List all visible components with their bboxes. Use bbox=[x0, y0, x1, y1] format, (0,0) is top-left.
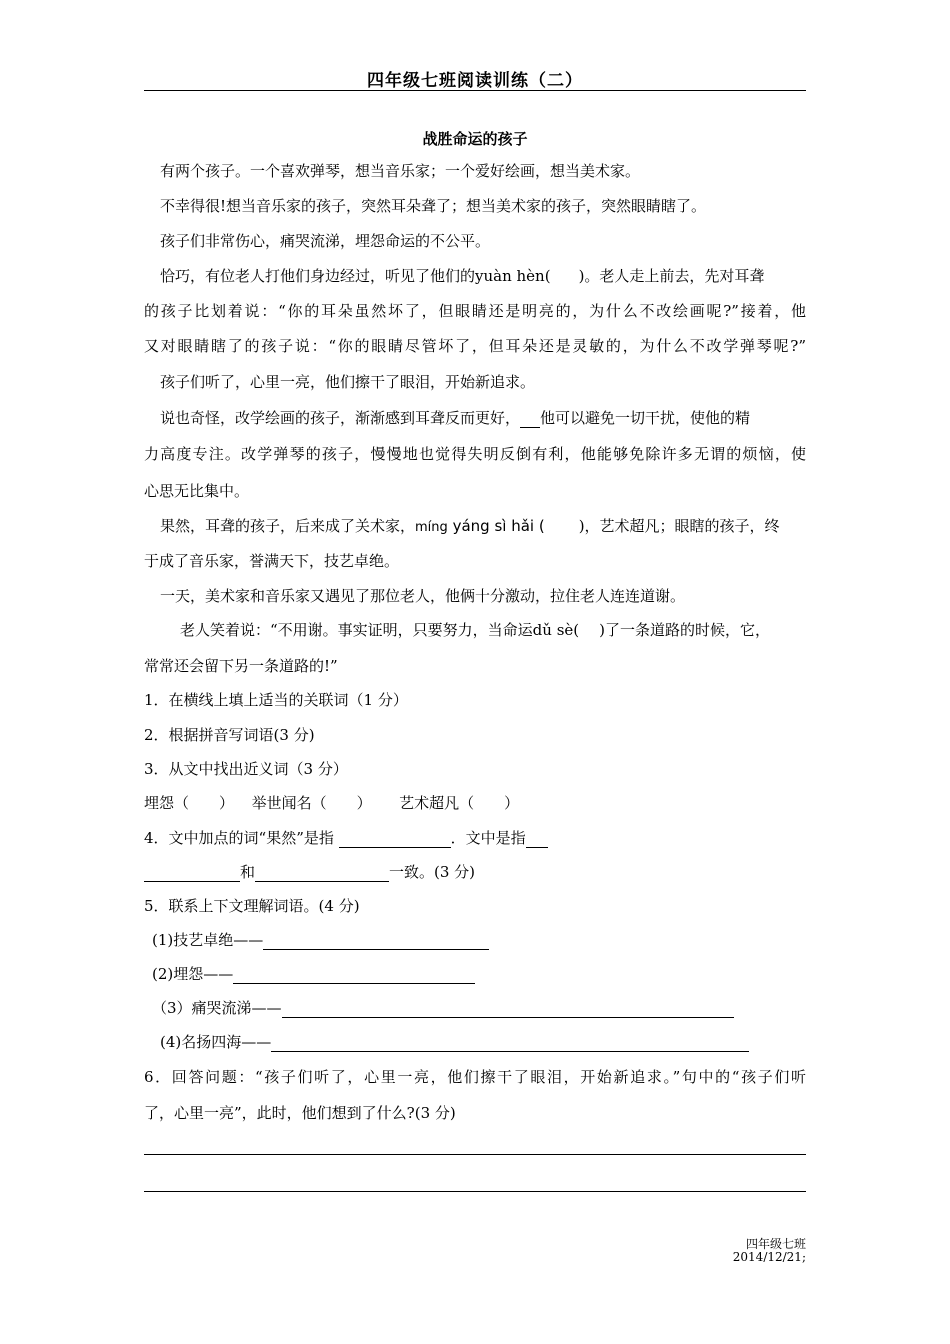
header-title: 四年级七班阅读训练（二） bbox=[367, 71, 583, 91]
story-paragraph-5: 孩子们听了，心里一亮，他们擦干了眼泪，开始新追求。 bbox=[160, 373, 536, 391]
answer-blank[interactable] bbox=[526, 831, 548, 848]
story-paragraph-7-line-2: 于成了音乐家，誉满天下，技艺卓绝。 bbox=[144, 552, 400, 570]
story-text: 说也奇怪，改学绘画的孩子，渐渐感到耳聋反而更好， bbox=[160, 409, 521, 427]
question-1: 1．在横线上填上适当的关联词（1 分） bbox=[144, 691, 408, 709]
question-text: 一致。(3 分) bbox=[389, 863, 476, 881]
pinyin-prompt: dǔ sè( bbox=[532, 621, 580, 639]
synonym-item-2[interactable]: 举世闻名（ ） bbox=[251, 794, 372, 812]
answer-line-1[interactable] bbox=[144, 1154, 806, 1155]
story-title: 战胜命运的孩子 bbox=[422, 130, 528, 148]
question-5-item-2 bbox=[152, 964, 475, 984]
question-6-line-1: 6．回答问题：“孩子们听了，心里一亮，他们擦干了眼泪，开始新追求。”句中的“孩子们听 bbox=[144, 1068, 806, 1086]
story-paragraph-4-line-3: 又对眼睛瞎了的孩子说：“你的眼睛尽管坏了，但耳朵还是灵敏的，为什么不改学弹琴呢?” bbox=[144, 337, 806, 355]
footer-date: 2014/12/21; bbox=[732, 1250, 806, 1264]
synonym-item-1[interactable]: 埋怨（ ） bbox=[144, 794, 235, 812]
question-3-items bbox=[144, 793, 519, 813]
pinyin-prompt: míng bbox=[415, 520, 448, 535]
story-paragraph-6-line-1 bbox=[160, 408, 750, 428]
story-paragraph-8: 一天，美术家和音乐家又遇见了那位老人，他俩十分激动，拉住老人连连道谢。 bbox=[160, 587, 686, 605]
story-text: )。老人走上前去，先对耳聋 bbox=[578, 267, 765, 285]
story-paragraph-7-line-1 bbox=[160, 516, 780, 538]
question-text: (4)名扬四海—— bbox=[160, 1033, 272, 1051]
question-5-item-4 bbox=[160, 1032, 749, 1052]
story-text: )，艺术超凡；眼瞎的孩子，终 bbox=[578, 517, 780, 535]
question-text: ．文中是指 bbox=[450, 829, 526, 847]
answer-blank[interactable] bbox=[282, 1001, 734, 1018]
story-paragraph-3: 孩子们非常伤心，痛哭流涕，埋怨命运的不公平。 bbox=[160, 232, 491, 250]
story-paragraph-6-line-3: 心思无比集中。 bbox=[144, 482, 250, 500]
question-3: 3．从文中找出近义词（3 分） bbox=[144, 760, 348, 778]
question-4-line-1 bbox=[144, 828, 548, 848]
question-text: (2)埋怨—— bbox=[152, 965, 234, 983]
story-paragraph-6-line-2: 力高度专注。改学弹琴的孩子，慢慢地也觉得失明反倒有利，他能够免除许多无谓的烦恼，使 bbox=[144, 445, 806, 463]
question-text: (1)技艺卓绝—— bbox=[152, 931, 264, 949]
pinyin-prompt: yuàn hèn( bbox=[475, 267, 551, 285]
question-4-line-2 bbox=[144, 862, 475, 882]
answer-blank[interactable] bbox=[263, 933, 489, 950]
story-text: )了一条道路的时候，它， bbox=[599, 621, 770, 639]
conjunction-blank[interactable] bbox=[520, 411, 540, 428]
answer-line-2[interactable] bbox=[144, 1191, 806, 1192]
story-paragraph-1: 有两个孩子。一个喜欢弹琴，想当音乐家；一个爱好绘画，想当美术家。 bbox=[160, 162, 641, 180]
story-paragraph-9-line-1 bbox=[180, 620, 770, 640]
story-paragraph-2: 不幸得很!想当音乐家的孩子，突然耳朵聋了；想当美术家的孩子，突然眼睛瞎了。 bbox=[160, 197, 707, 215]
story-text: 老人笑着说：“不用谢。事实证明，只要努力，当命运 bbox=[180, 621, 533, 639]
answer-blank[interactable] bbox=[233, 967, 475, 984]
question-text: 和 bbox=[240, 863, 256, 881]
story-text: 他可以避免一切干扰，使他的精 bbox=[540, 409, 751, 427]
answer-blank[interactable] bbox=[271, 1035, 749, 1052]
question-2: 2．根据拼音写词语(3 分) bbox=[144, 726, 315, 744]
story-text: 恰巧，有位老人打他们身边经过，听见了他们的 bbox=[160, 267, 476, 285]
story-text: 果然，耳聋的孩子，后来成了关术家， bbox=[160, 517, 416, 535]
answer-blank[interactable] bbox=[144, 865, 240, 882]
header-rule bbox=[144, 90, 806, 91]
question-5-item-3 bbox=[152, 998, 734, 1018]
question-text: （3）痛哭流涕—— bbox=[152, 999, 282, 1017]
story-paragraph-9-line-2: 常常还会留下另一条道路的!” bbox=[144, 657, 338, 675]
answer-blank[interactable] bbox=[339, 831, 451, 848]
footer-class: 四年级七班 bbox=[745, 1237, 806, 1251]
question-5: 5．联系上下文理解词语。(4 分) bbox=[144, 897, 360, 915]
story-paragraph-4-line-1 bbox=[160, 266, 764, 286]
question-6-line-2: 了，心里一亮”，此时，他们想到了什么?(3 分) bbox=[144, 1104, 456, 1122]
synonym-item-3[interactable]: 艺术超凡（ ） bbox=[399, 794, 520, 812]
question-5-item-1 bbox=[152, 930, 489, 950]
pinyin-prompt: yáng sì hǎi ( bbox=[452, 517, 545, 535]
story-paragraph-4-line-2: 的孩子比划着说：“你的耳朵虽然坏了，但眼睛还是明亮的，为什么不改绘画呢?”接着，他 bbox=[144, 302, 806, 320]
question-text: 4．文中加点的词“果然”是指 bbox=[144, 829, 334, 847]
answer-blank[interactable] bbox=[255, 865, 389, 882]
